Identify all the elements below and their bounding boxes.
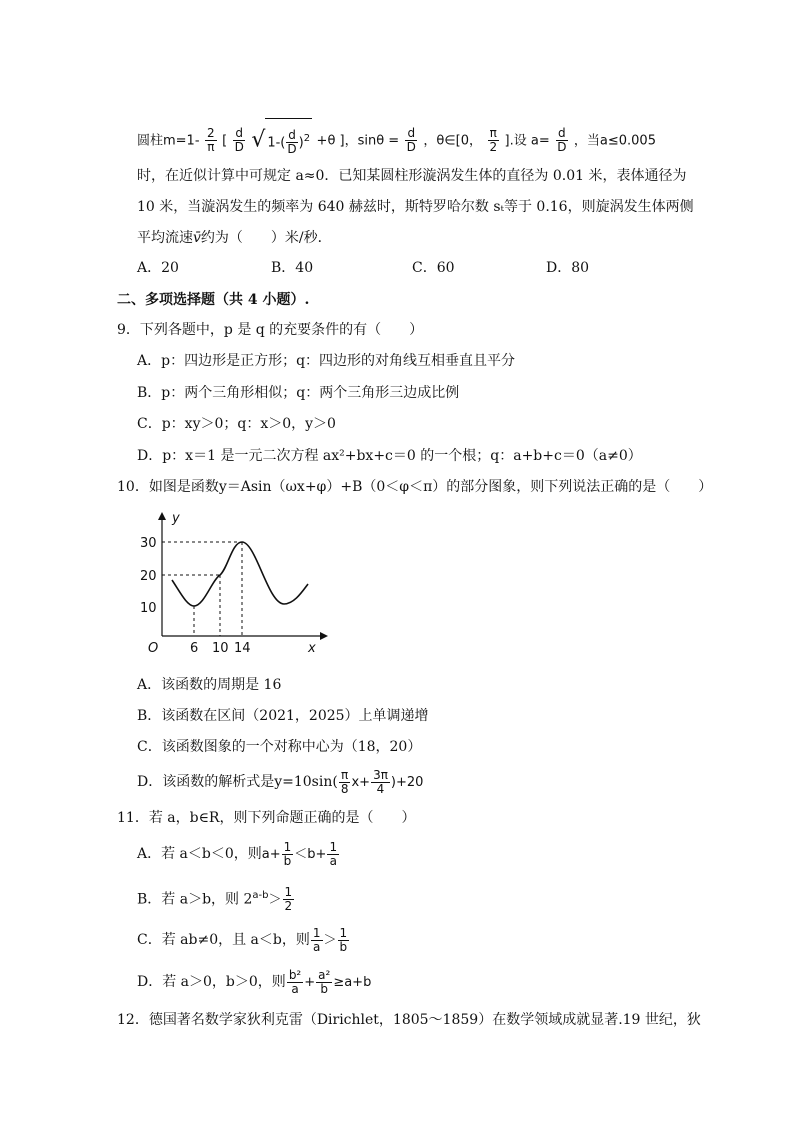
q11-b-frac: $\frac{1}{2}$ bbox=[284, 885, 293, 914]
sqrt-symbol: √ bbox=[251, 127, 266, 153]
q11-a-lt: ＜b+ bbox=[294, 847, 327, 862]
x-tick-10: 10 bbox=[212, 641, 229, 656]
q8-option-a: A．20 bbox=[137, 260, 179, 276]
q11-a-frac2: $\frac{1}{a}$ bbox=[329, 839, 338, 868]
q11-d-frac1: $\frac{\text{b²}}{a}$ bbox=[288, 967, 302, 996]
q11-option-c bbox=[137, 920, 350, 960]
q10-option-b: B．该函数在区间（2021，2025）上单调递增 bbox=[137, 708, 429, 724]
q10-d-prefix: D．该函数的解析式是y=10sin( bbox=[137, 774, 338, 790]
q11-c-frac1: $\frac{1}{a}$ bbox=[312, 925, 321, 954]
q8-frac-d-D-3: $\frac{d}{D}$ bbox=[557, 126, 567, 155]
q11-d-suffix: ≥a+b bbox=[333, 975, 372, 990]
q11-c-prefix: C．若 ab≠0，且 a＜b，则 bbox=[137, 932, 310, 948]
q8-sqrt-body: 1-( $\frac{d}{D}$ )$^2$ bbox=[265, 118, 312, 163]
q8-option-d: D．80 bbox=[546, 260, 590, 276]
q8-option-c: C．60 bbox=[412, 260, 455, 276]
q8-theta-range: ，θ∈[0， bbox=[423, 133, 482, 149]
x-tick-14: 14 bbox=[234, 641, 251, 656]
q10-function-graph bbox=[132, 508, 332, 658]
q11-d-plus: + bbox=[304, 975, 316, 990]
q8-frac-d-D-2: $\frac{d}{D}$ bbox=[406, 126, 416, 155]
q8-velocity-var: v̄ bbox=[193, 230, 201, 246]
sine-curve bbox=[172, 542, 308, 606]
q11-c-gt: ＞ bbox=[323, 933, 337, 948]
q11-a-expr1: a+ bbox=[261, 847, 281, 862]
q11-a-frac1: $\frac{1}{b}$ bbox=[283, 839, 292, 868]
x-tick-6: 6 bbox=[190, 641, 199, 656]
q8-line4-b: 约为（ ）米/秒． bbox=[200, 230, 332, 246]
q8-bracket: [ bbox=[222, 133, 228, 149]
q8-formula-line bbox=[137, 118, 656, 158]
q10-option-c: C．该函数图象的一个对称中心为（18，20） bbox=[137, 739, 422, 755]
q10-option-d bbox=[137, 762, 423, 802]
q8-frac-d-D: $\frac{d}{D}$ bbox=[234, 126, 244, 155]
q8-line2: 时，在近似计算中可规定 a≈0．已知某圆柱形漩涡发生体的直径为 0.01 米，表体通径为 bbox=[137, 168, 687, 184]
q11-stem: 11．若 a，b∈R，则下列命题正确的是（ ） bbox=[117, 810, 416, 826]
q9-option-d: D．p：x＝1 是一元二次方程 ax²+bx+c＝0 的一个根；q：a+b+c＝0（a≠0） bbox=[137, 448, 642, 464]
q10-d-frac2: $\frac{3\pi}{4}$ bbox=[373, 767, 388, 796]
q8-formula-prefix: 圆柱m=1- bbox=[137, 133, 200, 149]
q12-stem: 12．德国著名数学家狄利克雷（Dirichlet，1805～1859）在数学领域成就显著.19 世纪，狄 bbox=[117, 1012, 701, 1028]
q9-option-a: A．p：四边形是正方形；q：四边形的对角线互相垂直且平分 bbox=[137, 353, 516, 369]
q11-option-b bbox=[137, 876, 295, 916]
y-axis-arrow bbox=[158, 512, 166, 520]
q8-frac-pi-2: $\frac{\pi}{2}$ bbox=[489, 126, 498, 155]
q11-d-prefix: D．若 a＞0，b＞0，则 bbox=[137, 974, 286, 990]
q9-option-b: B．p：两个三角形相似；q：两个三角形三边成比例 bbox=[137, 385, 460, 401]
y-tick-10: 10 bbox=[140, 601, 157, 616]
q8-plus-theta: +θ ]，sinθ = bbox=[316, 133, 400, 149]
q11-d-frac2: $\frac{\text{a²}}{b}$ bbox=[318, 967, 331, 996]
q10-option-a: A．该函数的周期是 16 bbox=[137, 677, 282, 693]
q10-d-mid: x+ bbox=[351, 775, 371, 790]
q11-c-frac2: $\frac{1}{b}$ bbox=[339, 925, 348, 954]
q8-line3: 10 米，当漩涡发生的频率为 640 赫兹时，斯特罗哈尔数 sₜ等于 0.16，则旋涡发生体两侧 bbox=[137, 199, 694, 215]
q8-condition: ，当a≤0.005 bbox=[573, 133, 656, 149]
q11-a-prefix: A．若 a＜b＜0，则 bbox=[137, 846, 262, 862]
q8-line4-a: 平均流速 bbox=[137, 230, 193, 246]
q11-b-gt: ＞ bbox=[268, 892, 282, 908]
q8-option-b: B．40 bbox=[271, 260, 314, 276]
q10-stem: 10．如图是函数y＝Asin（ωx+φ）+B（0＜φ＜π）的部分图象，则下列说法正确的是（ ） bbox=[117, 479, 713, 495]
q10-d-suffix: )+20 bbox=[390, 775, 424, 790]
q11-option-d bbox=[137, 962, 371, 1002]
q9-stem: 9．下列各题中，p 是 q 的充要条件的有（ ） bbox=[117, 322, 424, 338]
y-tick-30: 30 bbox=[140, 536, 157, 551]
q10-d-frac1: $\frac{\pi}{8}$ bbox=[340, 767, 349, 796]
q11-option-a bbox=[137, 834, 340, 874]
x-axis-arrow bbox=[320, 632, 328, 640]
origin-label: O bbox=[148, 641, 159, 656]
q11-b-prefix: B．若 a＞b，则 2 bbox=[137, 891, 253, 908]
q8-line4 bbox=[137, 228, 332, 248]
q8-range-end: ].设 a= bbox=[504, 133, 550, 149]
y-tick-20: 20 bbox=[140, 569, 157, 584]
x-axis-label: x bbox=[308, 641, 316, 656]
section-heading: 二、多项选择题（共 4 小题）. bbox=[117, 292, 310, 308]
q9-option-c: C．p：xy＞0；q：x＞0，y＞0 bbox=[137, 416, 336, 432]
q8-frac-2-pi: $\frac{2}{\pi}$ bbox=[206, 126, 215, 155]
q11-b-exp: a-b bbox=[252, 890, 269, 901]
y-axis-label: y bbox=[172, 511, 180, 526]
